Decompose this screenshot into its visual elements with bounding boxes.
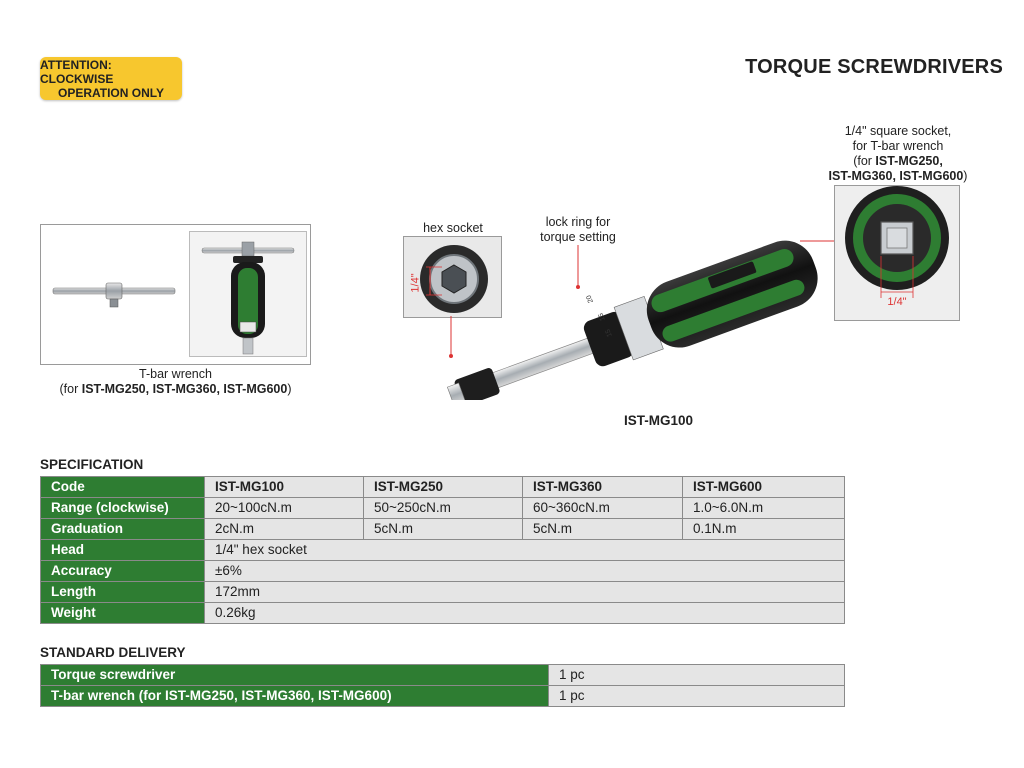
spec-label: Accuracy bbox=[41, 561, 205, 582]
spec-row-length bbox=[41, 582, 845, 603]
scale-mark-2: 16 bbox=[597, 311, 607, 322]
spec-row-accuracy bbox=[41, 561, 845, 582]
lock-ring-line-2: torque setting bbox=[540, 230, 616, 244]
square-socket-line-2: for T-bar wrench bbox=[852, 139, 944, 153]
scale-mark-3: 15 bbox=[604, 327, 614, 338]
spec-label: Length bbox=[41, 582, 205, 603]
brand-logo: INSIZE bbox=[685, 243, 713, 261]
hex-socket-label: hex socket bbox=[423, 221, 483, 235]
lock-ring-line-1: lock ring for bbox=[545, 215, 611, 229]
spec-cell: ±6% bbox=[205, 561, 845, 582]
tbar-caption-models: IST-MG250, IST-MG360, IST-MG600 bbox=[81, 382, 288, 396]
tbar-wrench-figure bbox=[40, 224, 311, 365]
delivery-row bbox=[41, 665, 845, 686]
spec-row-head bbox=[41, 540, 845, 561]
square-leader-line bbox=[800, 236, 836, 246]
spec-cell: 20~100cN.m bbox=[205, 498, 364, 519]
square-dimension-label: 1/4" bbox=[887, 296, 907, 308]
spec-cell: IST-MG600 bbox=[683, 477, 845, 498]
tbar-caption-suffix: ) bbox=[287, 382, 292, 396]
square-socket-line-4 bbox=[813, 169, 983, 184]
delivery-label: Torque screwdriver bbox=[41, 665, 549, 686]
spec-row-weight bbox=[41, 603, 845, 624]
spec-cell: 5cN.m bbox=[364, 519, 523, 540]
square-socket-models-a: IST-MG250, bbox=[875, 154, 943, 168]
spec-cell: IST-MG250 bbox=[364, 477, 523, 498]
spec-row-range bbox=[41, 498, 845, 519]
spec-cell: 2cN.m bbox=[205, 519, 364, 540]
square-socket-prefix: (for bbox=[853, 154, 876, 168]
spec-cell: IST-MG100 bbox=[205, 477, 364, 498]
tbar-caption-prefix: (for bbox=[59, 382, 82, 396]
delivery-label: T-bar wrench (for IST-MG250, IST-MG360, IST-MG600) bbox=[41, 686, 549, 707]
attention-line-1: ATTENTION: CLOCKWISE bbox=[40, 57, 114, 86]
specification-title: SPECIFICATION bbox=[40, 457, 144, 472]
square-socket-suffix: ) bbox=[963, 169, 968, 183]
spec-cell: 172mm bbox=[205, 582, 845, 603]
spec-label: Head bbox=[41, 540, 205, 561]
spec-row-graduation bbox=[41, 519, 845, 540]
delivery-qty: 1 pc bbox=[549, 665, 845, 686]
tbar-caption-line2 bbox=[40, 382, 311, 397]
square-socket-models-b: IST-MG360, IST-MG600 bbox=[828, 169, 964, 183]
square-socket-line-1: 1/4" square socket, bbox=[844, 124, 952, 138]
attention-line-2: OPERATION ONLY bbox=[57, 85, 164, 100]
spec-cell: IST-MG360 bbox=[523, 477, 683, 498]
scale-mark-1: 20 bbox=[585, 293, 595, 304]
tbar-caption-line1: T-bar wrench bbox=[139, 367, 212, 381]
spec-row-code bbox=[41, 477, 845, 498]
hex-dimension-label: 1/4" bbox=[409, 273, 422, 293]
spec-label: Graduation bbox=[41, 519, 205, 540]
specification-table bbox=[40, 476, 845, 624]
screwdriver-with-tbar-image bbox=[190, 232, 306, 356]
square-socket-label bbox=[813, 124, 983, 184]
spec-label: Code bbox=[41, 477, 205, 498]
tbar-wrench-image bbox=[49, 275, 179, 315]
torque-screwdriver-image bbox=[430, 210, 820, 400]
delivery-table bbox=[40, 664, 845, 707]
tbar-in-handle-photo bbox=[189, 231, 307, 357]
page-title: TORQUE SCREWDRIVERS bbox=[745, 56, 1003, 78]
tbar-caption bbox=[40, 367, 311, 397]
spec-cell: 0.26kg bbox=[205, 603, 845, 624]
spec-label: Range (clockwise) bbox=[41, 498, 205, 519]
square-socket-line-3 bbox=[813, 154, 983, 169]
square-socket-callout bbox=[834, 185, 960, 321]
spec-cell: 0.1N.m bbox=[683, 519, 845, 540]
spec-cell: 1/4" hex socket bbox=[205, 540, 845, 561]
delivery-title: STANDARD DELIVERY bbox=[40, 645, 186, 660]
spec-cell: 60~360cN.m bbox=[523, 498, 683, 519]
spec-cell: 50~250cN.m bbox=[364, 498, 523, 519]
spec-label: Weight bbox=[41, 603, 205, 624]
attention-badge bbox=[40, 57, 182, 100]
delivery-qty: 1 pc bbox=[549, 686, 845, 707]
product-model-label: IST-MG100 bbox=[624, 413, 694, 428]
delivery-row bbox=[41, 686, 845, 707]
spec-cell: 5cN.m bbox=[523, 519, 683, 540]
spec-cell: 1.0~6.0N.m bbox=[683, 498, 845, 519]
